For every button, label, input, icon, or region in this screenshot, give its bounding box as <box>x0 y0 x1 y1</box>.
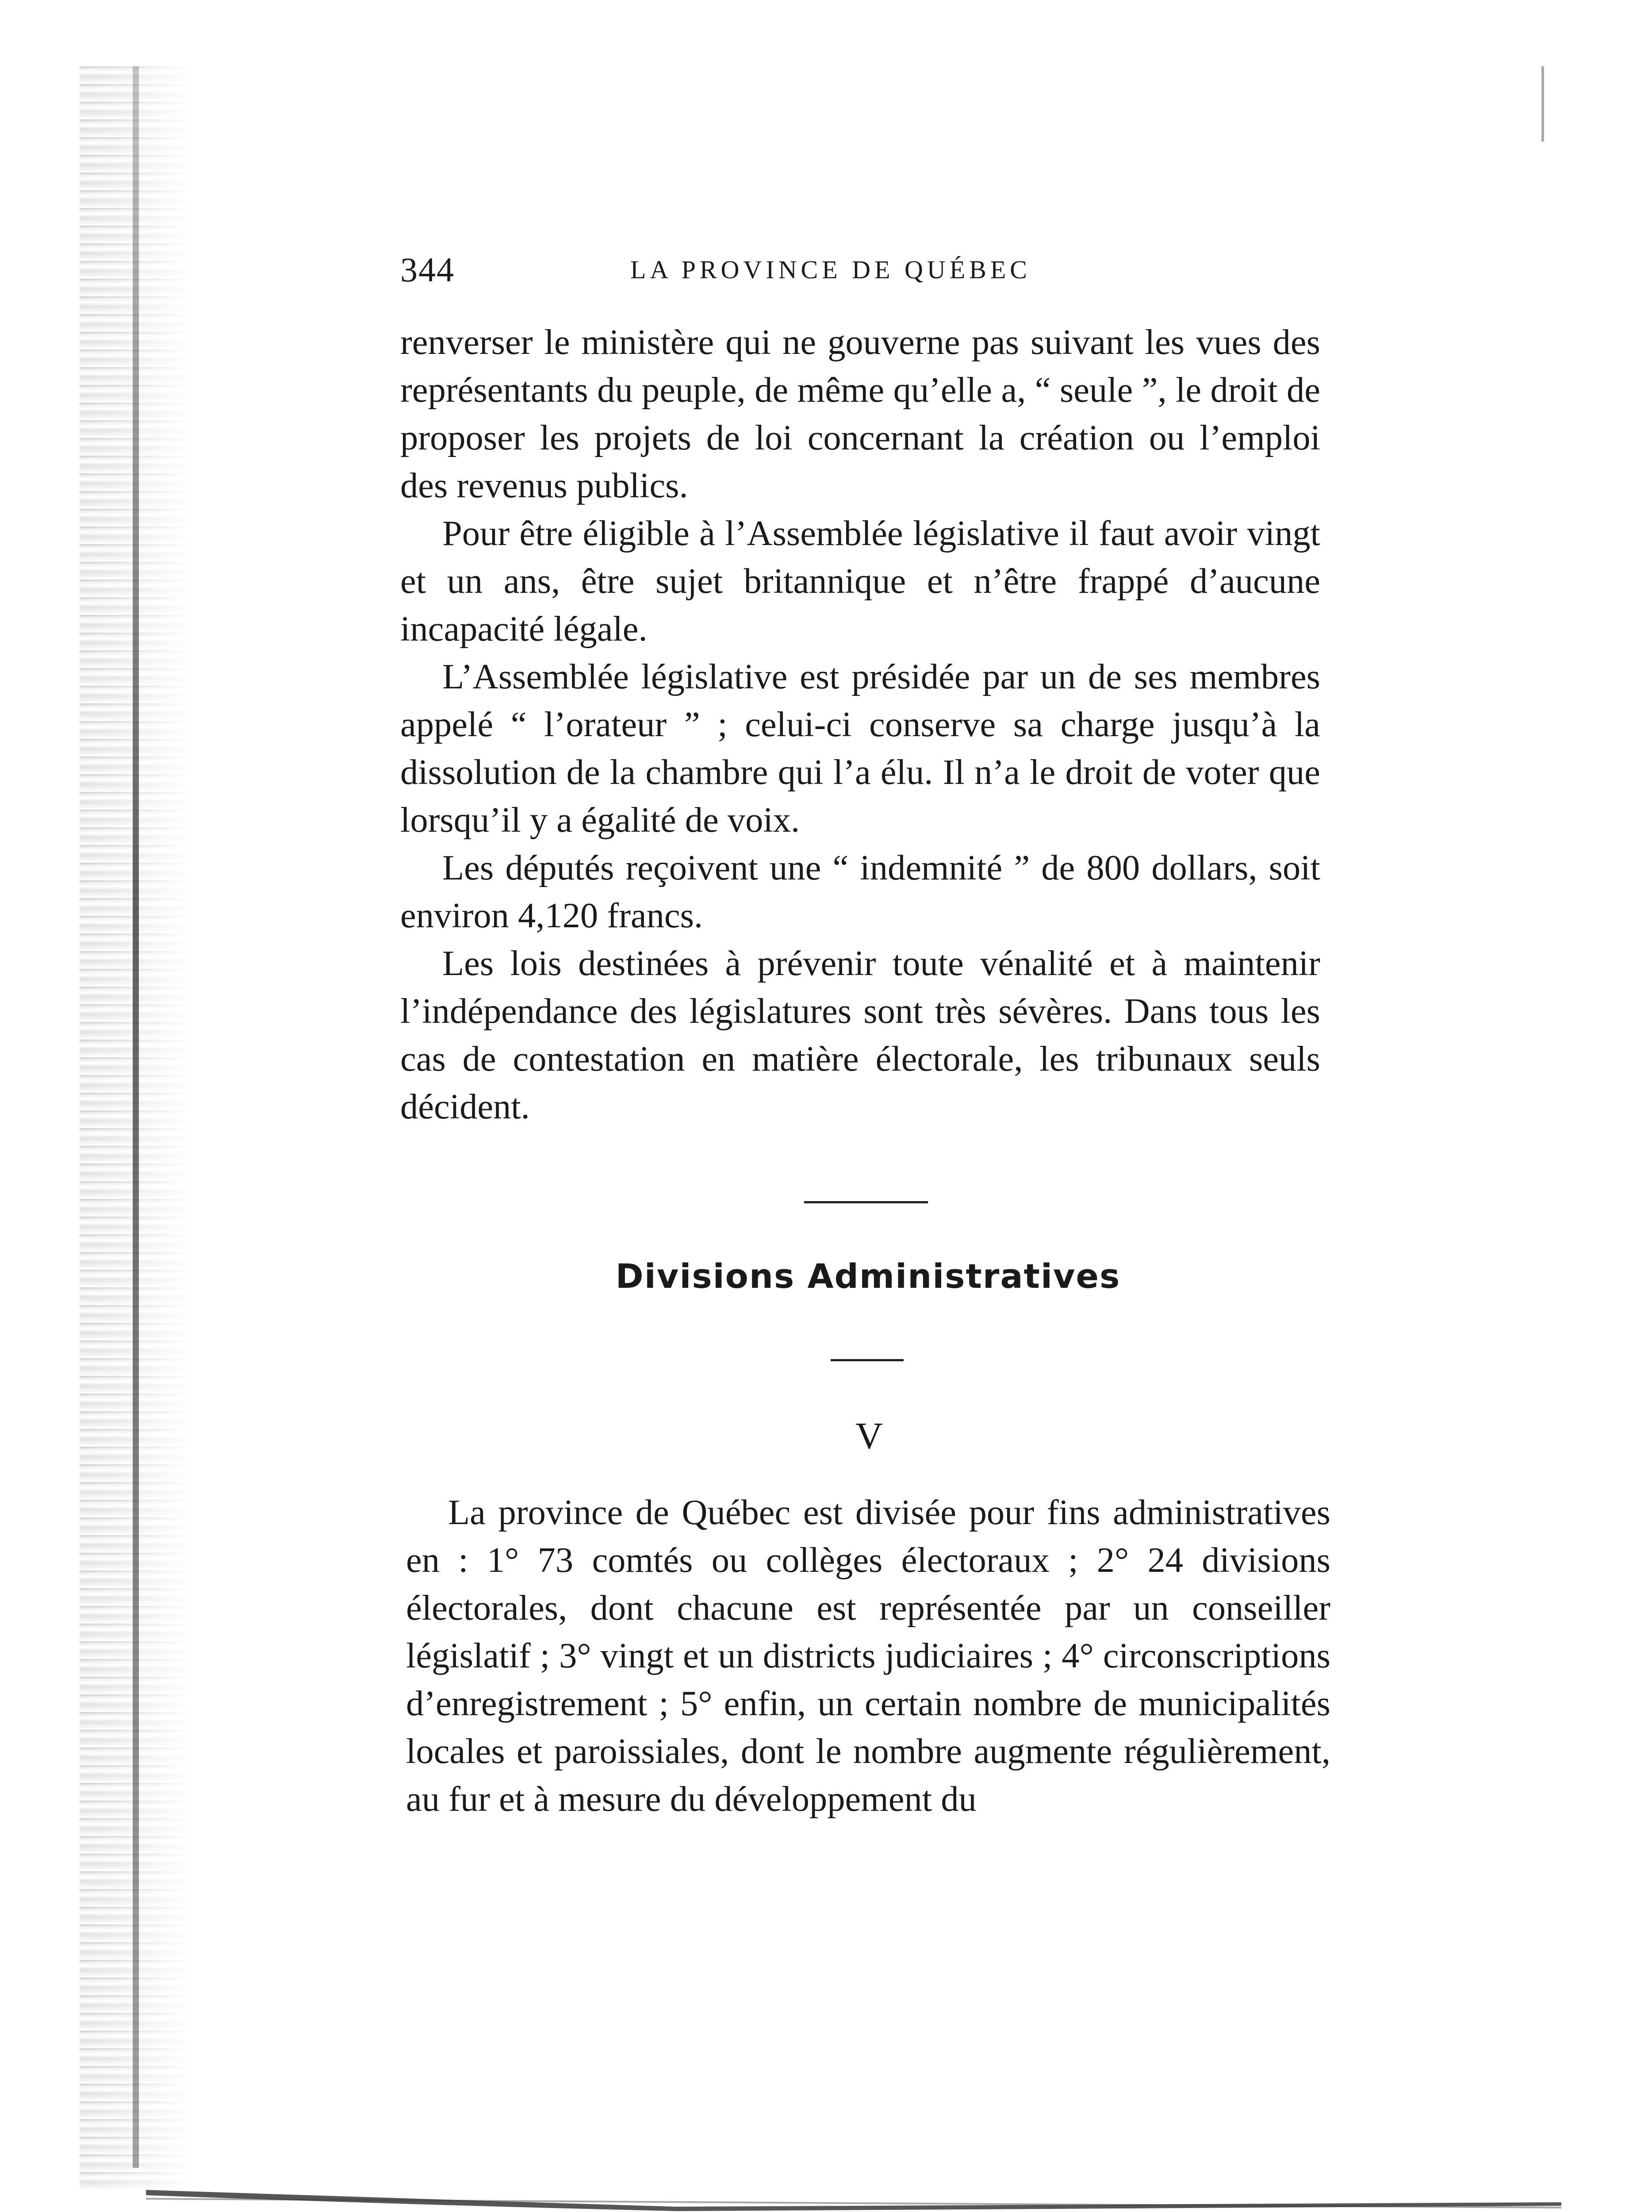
paragraph: L’Assemblée législative est présidée par un de ses membres appelé “ l’orateur ” ; celui-ci conserve sa charge jusqu’à la dissolution de la chambre qui l’a élu. Il n’a le droit de voter que lorsqu’il y a égalité de voix. <box>400 657 1320 840</box>
heading-underline <box>831 1359 904 1361</box>
section-heading: Divisions Administratives <box>615 1256 1121 1296</box>
scan-binding-line <box>133 66 139 2168</box>
paragraph: Les lois destinées à prévenir toute vénalité et à maintenir l’indépendance des législatures sont très sévères. Dans tous les cas de contestation en matière électorale, les tribunaux seuls décident. <box>400 944 1320 1126</box>
chapter-number: V <box>855 1414 883 1457</box>
paragraph: La province de Québec est divisée pour fins administratives en : 1° 73 comtés ou collèges électoraux ; 2° 24 divisions électorales, dont chacune est représentée par un conseiller législatif ; 3° vingt et un districts judiciaires ; 4° circonscriptions d’enregistrement ; 5° enfin, un certain nombre de municipalités locales et paroissiales, dont le nombre augmente régulièrement, au fur et à mesure du développement du <box>406 1493 1330 1819</box>
body-text-bottom <box>406 1489 1330 1823</box>
body-text-top <box>400 319 1320 1131</box>
section-divider <box>804 1201 928 1203</box>
running-head <box>400 246 1373 294</box>
paragraph: Les députés reçoivent une “ indemnité ” de 800 dollars, soit environ 4,120 francs. <box>400 848 1320 935</box>
paragraph: Pour être éligible à l’Assemblée législative il faut avoir vingt et un ans, être sujet britannique et n’être frappé d’aucune incapacité légale. <box>400 514 1320 649</box>
scan-right-edge-mark <box>1541 66 1544 142</box>
paragraph: renverser le ministère qui ne gouverne pas suivant les vues des représentants du peuple, de même qu’elle a, “ seule ”, le droit de proposer les projets de loi concernant la création ou l’emploi des revenus publics. <box>400 323 1320 505</box>
running-title: LA PROVINCE DE QUÉBEC <box>630 255 1031 284</box>
scan-bottom-edge <box>146 2185 1561 2212</box>
page-number: 344 <box>400 250 455 289</box>
